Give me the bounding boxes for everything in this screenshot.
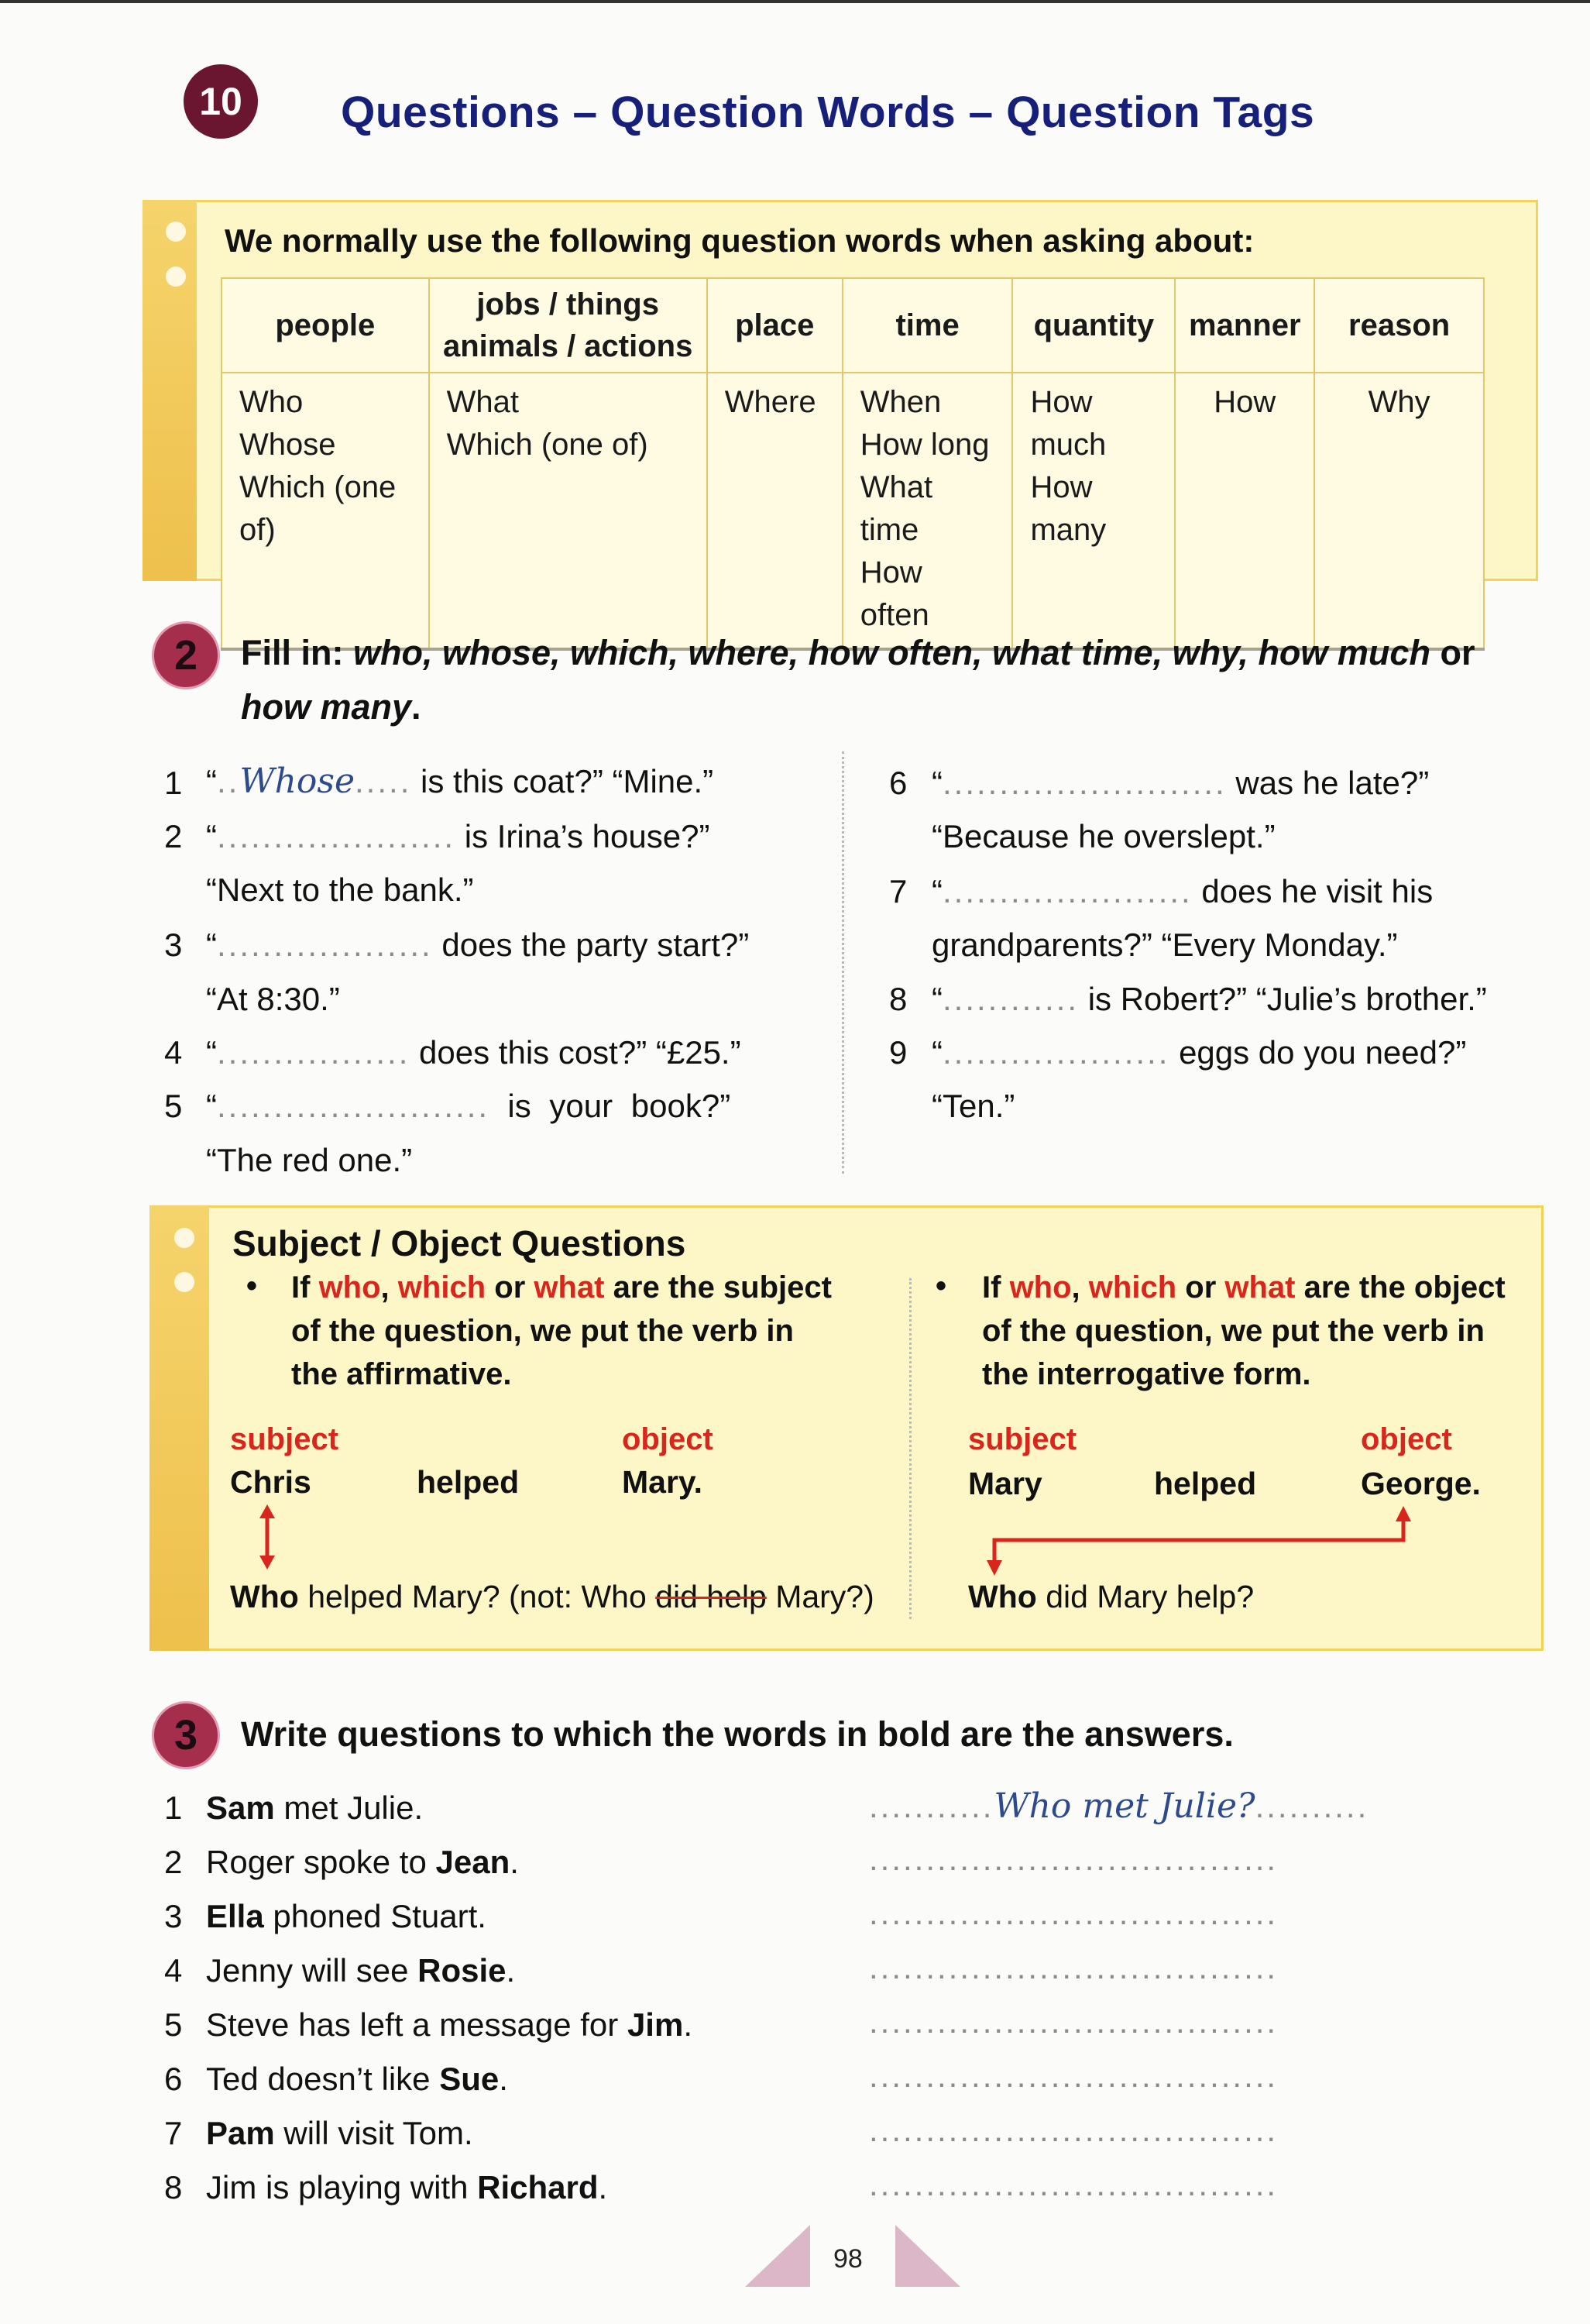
item-number: 4 — [164, 1034, 183, 1071]
question-words-table — [221, 277, 1485, 651]
item-number: 2 — [164, 1844, 183, 1880]
exercise-instruction: Fill in: who, whose, which, where, how often, what time, why, how much or how many. — [241, 633, 1475, 727]
item-number: 6 — [889, 765, 908, 801]
handwritten-answer: Whose — [239, 761, 355, 801]
item-number: 6 — [164, 2061, 183, 2097]
fill-in-item[interactable]: “..Whose..... is this coat?” “Mine.” — [206, 761, 714, 801]
answer-line[interactable]: .................................... — [869, 2058, 1279, 2094]
column-divider — [842, 751, 844, 1174]
table-cell: Why — [1314, 373, 1484, 649]
example-verb: helped — [417, 1464, 520, 1500]
rule-bullet: • — [936, 1269, 947, 1303]
item-number: 5 — [164, 1088, 183, 1124]
column-header: people — [222, 278, 429, 373]
column-header: place — [707, 278, 843, 373]
fill-in-item[interactable]: “............ is Robert?” “Julie’s brother.” — [932, 981, 1487, 1017]
object-arrow-icon — [982, 1506, 1416, 1576]
list-item: Ted doesn’t like Sue. — [206, 2061, 508, 2097]
object-question-example: Who did Mary help? — [968, 1579, 1255, 1614]
table-cell: How much How many — [1012, 373, 1175, 649]
item-number: 8 — [164, 2169, 183, 2205]
fill-in-item[interactable]: “...................... does he visit his — [932, 873, 1434, 909]
table-cell: Who Whose Which (one of) — [222, 373, 429, 649]
fill-in-item[interactable]: “..................... is Irina’s house?” — [206, 818, 710, 854]
subject-question-example: Who helped Mary? (not: Who did help Mary?) — [230, 1579, 874, 1614]
example-subject: Chris — [230, 1464, 311, 1500]
subject-label: subject — [968, 1422, 1077, 1456]
item-reply: “Because he overslept.” — [932, 818, 1276, 854]
subject-rule-text: If who, which or what are the subject of the question, we put the verb in the affirmative. — [291, 1270, 832, 1391]
item-reply: “The red one.” — [206, 1142, 413, 1178]
fill-in-item[interactable]: “................. does this cost?” “£25.” — [206, 1034, 741, 1071]
table-cell: How — [1175, 373, 1314, 649]
column-header: time — [843, 278, 1013, 373]
item-number: 1 — [164, 765, 183, 801]
item-number: 3 — [164, 1898, 183, 1934]
item-number: 4 — [164, 1952, 183, 1989]
exercise-instruction: Write questions to which the words in bold are the answers. — [241, 1714, 1234, 1754]
double-arrow-icon — [253, 1504, 281, 1569]
column-header: manner — [1175, 278, 1314, 373]
top-border — [0, 0, 1590, 3]
item-number: 5 — [164, 2006, 183, 2043]
column-header: quantity — [1012, 278, 1175, 373]
item-reply: “At 8:30.” — [206, 981, 340, 1017]
bullet-dot — [166, 222, 186, 242]
table-header-row — [222, 278, 1484, 373]
object-rule-text: If who, which or what are the object of the question, we put the verb in the interrogative form. — [982, 1270, 1506, 1391]
item-number: 7 — [164, 2115, 183, 2151]
table-body-row — [222, 373, 1484, 649]
example-object: Mary. — [622, 1464, 703, 1500]
item-reply: “Next to the bank.” — [206, 871, 474, 908]
answer-line[interactable]: .................................... — [869, 1841, 1279, 1877]
list-item: Pam will visit Tom. — [206, 2115, 473, 2151]
page-number: 98 — [833, 2244, 863, 2274]
subject-label: subject — [230, 1422, 339, 1456]
table-cell: When How long What time How often — [843, 373, 1013, 649]
answer-line[interactable]: .................................... — [869, 1895, 1279, 1931]
answer-line[interactable]: .................................... — [869, 2112, 1279, 2148]
answer-line[interactable]: ...........Who met Julie?.......... — [869, 1786, 1369, 1826]
box-divider — [909, 1278, 912, 1619]
list-item: Jim is playing with Richard. — [206, 2169, 608, 2205]
answer-line[interactable]: .................................... — [869, 1949, 1279, 1985]
fill-in-item[interactable]: “.................... eggs do you need?” — [932, 1034, 1467, 1071]
exercise-number-badge: 3 — [152, 1701, 220, 1769]
example-subject: Mary — [968, 1466, 1042, 1501]
list-item: Steve has left a message for Jim. — [206, 2006, 692, 2043]
handwritten-answer: Who met Julie? — [994, 1786, 1255, 1826]
page-corner-right-icon — [895, 2225, 960, 2287]
bullet-dot — [166, 266, 186, 287]
answer-line[interactable]: .................................... — [869, 2166, 1279, 2202]
bullet-dot — [174, 1272, 194, 1292]
column-header: jobs / things animals / actions — [429, 278, 707, 373]
item-number: 9 — [889, 1034, 908, 1071]
table-cell: What Which (one of) — [429, 373, 707, 649]
example-object: George. — [1361, 1466, 1481, 1501]
box-strip — [143, 200, 197, 581]
fill-in-item[interactable]: “................... does the party start?” — [206, 927, 750, 963]
page-corner-left-icon — [745, 2225, 810, 2287]
item-number: 2 — [164, 818, 183, 854]
fill-in-item[interactable]: “......................... was he late?” — [932, 765, 1430, 801]
item-number: 7 — [889, 873, 908, 909]
page-title: Questions – Question Words – Question Tags — [341, 88, 1315, 137]
table-cell: Where — [707, 373, 843, 649]
object-label: object — [1361, 1422, 1452, 1456]
box-title: Subject / Object Questions — [232, 1223, 686, 1263]
rule-bullet: • — [246, 1269, 258, 1303]
item-number: 3 — [164, 927, 183, 963]
exercise-number-badge: 2 — [152, 621, 220, 689]
object-label: object — [622, 1422, 713, 1456]
item-reply: grandparents?” “Every Monday.” — [932, 927, 1398, 963]
item-number: 8 — [889, 981, 908, 1017]
column-header: reason — [1314, 278, 1484, 373]
answer-line[interactable]: .................................... — [869, 2003, 1279, 2040]
unit-number-badge: 10 — [184, 64, 258, 139]
fill-in-item[interactable]: “........................ is your book?” — [206, 1088, 731, 1124]
list-item: Roger spoke to Jean. — [206, 1844, 519, 1880]
box-intro-text: We normally use the following question words when asking about: — [225, 222, 1255, 259]
list-item: Ella phoned Stuart. — [206, 1898, 486, 1934]
list-item: Sam met Julie. — [206, 1789, 424, 1826]
item-number: 1 — [164, 1789, 183, 1826]
example-verb: helped — [1154, 1466, 1257, 1501]
item-reply: “Ten.” — [932, 1088, 1015, 1124]
bullet-dot — [174, 1228, 194, 1248]
list-item: Jenny will see Rosie. — [206, 1952, 516, 1989]
